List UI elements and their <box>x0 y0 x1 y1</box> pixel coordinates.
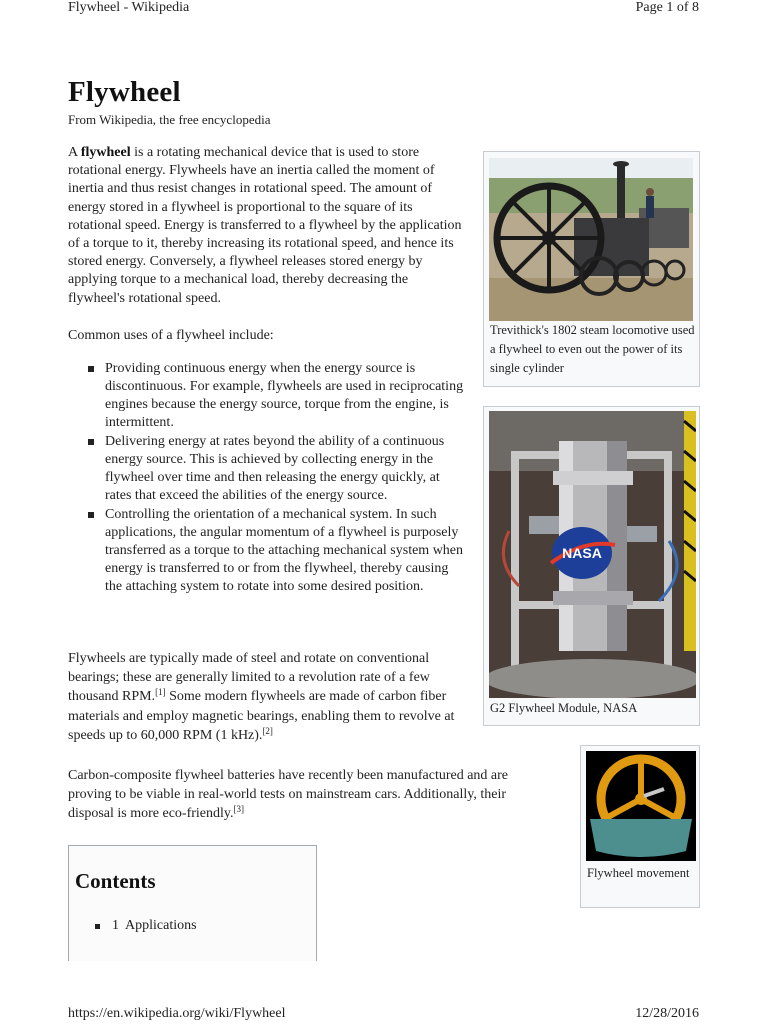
footer-date: 12/28/2016 <box>635 1006 699 1021</box>
list-item: Controlling the orientation of a mechanical system. In such applications, the angular momentum of a flywheel is purposely transferred as a torque to the attaching mechanical system when energy is transferred to or from the flywheel, thereby causing the attaching system to rotate into some desired position. <box>86 506 466 596</box>
composite-text: Carbon-composite flywheel batteries have recently been manufactured and are proving to be viable in real-world tests on mainstream cars. Additionally, their disposal is more eco-friendly. <box>68 768 509 821</box>
list-item: Delivering energy at rates beyond the ability of a continuous energy source. This is achieved by collecting energy in the flywheel over time and then releasing the energy quickly, at rates that exceed the abilities of the energy source. <box>86 433 466 505</box>
movement-figure <box>580 745 700 908</box>
movement-caption: Flywheel movement <box>587 866 690 880</box>
uses-intro-text: Common uses of a flywheel include: <box>68 328 274 343</box>
locomotive-illustration <box>489 158 693 321</box>
nasa-logo-text: NASA <box>562 545 602 561</box>
reference-link-3[interactable]: [3] <box>233 804 244 814</box>
uses-list <box>86 360 466 597</box>
article-title: Flywheel <box>68 76 181 108</box>
list-item: Providing continuous energy when the energy source is discontinuous. For example, flywheels are used in reciprocating engines because the energy source, torque from the engine, is intermittent. <box>86 360 466 432</box>
materials-text-2: Some modern flywheels are made of carbon fiber materials and employ magnetic bearings, enabling them to revolve at speeds up to 60,000 RPM (1 kHz). <box>68 689 455 743</box>
intro-paragraph <box>68 144 468 308</box>
article-subtitle: From Wikipedia, the free encyclopedia <box>68 112 271 127</box>
nasa-image[interactable] <box>489 411 696 698</box>
flywheel-animation-illustration <box>586 751 696 861</box>
intro-text: is a rotating mechanical device that is used to store rotational energy. Flywheels have an inertia called the moment of inertia and thus resist changes in rotational speed. The amount of energy stored in a flywheel is proportional to the square of its rotational speed. Energy is transferred to a flywheel by the application of a torque to it, thereby increasing its rotational speed, and hence its stored energy. Conversely, a flywheel releases stored energy by applying torque to a mechanical load, thereby decreasing the flywheel's rotational speed. <box>68 145 462 306</box>
footer-url[interactable]: https://en.wikipedia.org/wiki/Flywheel <box>68 1006 286 1021</box>
page-indicator: Page 1 of 8 <box>635 0 699 15</box>
intro-term: flywheel <box>80 145 131 160</box>
nasa-caption: G2 Flywheel Module, NASA <box>490 701 638 715</box>
intro-lead: A <box>68 145 81 160</box>
nasa-module-illustration <box>489 411 696 698</box>
toc-item-number: 1 <box>112 918 119 933</box>
toc-title: Contents <box>75 869 156 893</box>
locomotive-caption: Trevithick's 1802 steam locomotive used a flywheel to even out the power of its single cylinder <box>490 323 695 375</box>
materials-text-1: Flywheels are typically made of steel and rotate on conventional bearings; these are generally limited to a revolution rate of a few thousand RPM. <box>68 651 430 705</box>
table-of-contents <box>68 845 317 961</box>
locomotive-figure <box>483 151 700 387</box>
reference-link-2[interactable]: [2] <box>262 725 273 736</box>
composite-paragraph <box>68 766 548 823</box>
toc-list <box>95 918 197 934</box>
movement-image[interactable] <box>586 751 696 861</box>
uses-intro <box>68 327 468 345</box>
print-header-title: Flywheel - Wikipedia <box>68 0 190 15</box>
materials-paragraph <box>68 649 463 745</box>
locomotive-image[interactable] <box>489 158 693 321</box>
toc-item-applications[interactable] <box>95 918 197 934</box>
reference-link-1[interactable]: [1] <box>155 687 166 698</box>
toc-item-label: Applications <box>125 918 197 933</box>
nasa-figure <box>483 406 700 726</box>
